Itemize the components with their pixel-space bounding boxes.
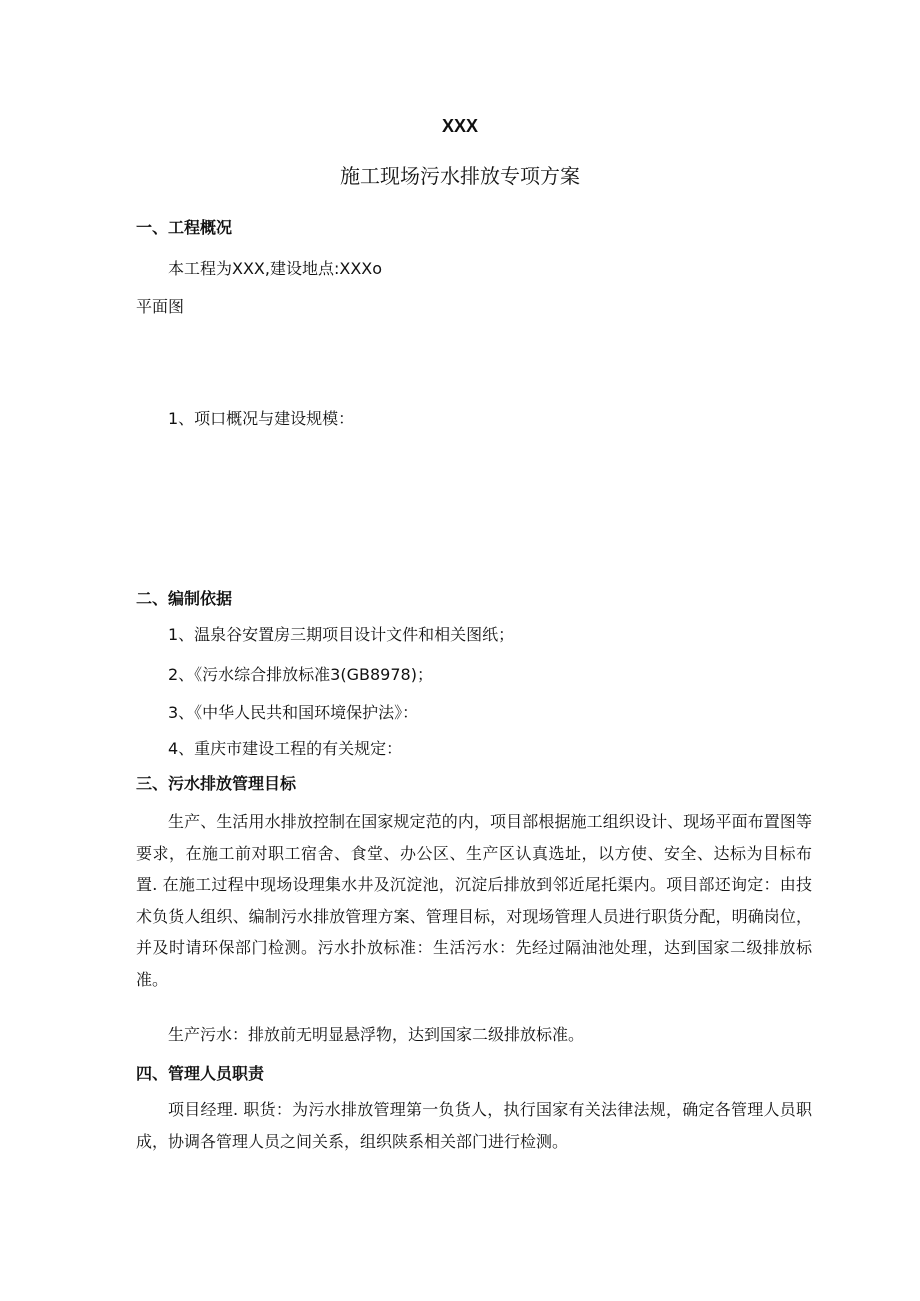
overview-item-1: 1、项口概况与建设规模： [168,409,355,428]
overview-intro: 本工程为XXX,建设地点:XXXo [168,259,383,278]
section-heading-duties: 四、管理人员职责 [136,1064,265,1083]
basis-item: 1、温泉谷安置房三期项目设计文件和相关图纸； [168,625,515,644]
basis-item: 4、重庆市建设工程的有关规定： [168,739,403,758]
section-heading-targets: 三、污水排放管理目标 [136,774,297,793]
document-title: 施工现场污水排放专项方案 [340,164,580,188]
targets-paragraph-2: 生产污水：排放前无明显悬浮物，达到国家二级排放标准。 [168,1025,585,1044]
duties-paragraph: 项目经理. 职货：为污水排放管理第一负货人，执行国家有关法律法规，确定各管理人员职成，协调各管理人员之间关系，组织陕系相关部门进行检测。 [136,1100,812,1151]
basis-item: 3、《中华人民共和国环境保护法》： [168,703,419,722]
basis-item: 2、《污水综合排放标准3(GB8978)； [168,665,433,684]
section-heading-basis: 二、编制依据 [136,589,233,608]
section-heading-overview: 一、工程概况 [136,218,233,237]
document-title-code: XXX [441,116,479,136]
plan-label: 平面图 [136,297,185,316]
targets-paragraph: 生产、生活用水排放控制在国家规定范的内，项目部根据施工组织设计、现场平面布置图等要求，在施工前对职工宿舍、食堂、办公区、生产区认真选址，以方使、安全、达标为目标布置. 在施工过程中现场设理集水井及沉淀池，沉淀后排放到邻近尾托渠内。项目部还询定：由技术负货人组织、编制污水排放管理方案、管理目标，对现场管理人员进行职货分配，明确岗位，并及时请环保部门检测。污水扑放标准：生活污水：先经过隔油池处理，达到国家二级排放标准。 [136,812,812,989]
